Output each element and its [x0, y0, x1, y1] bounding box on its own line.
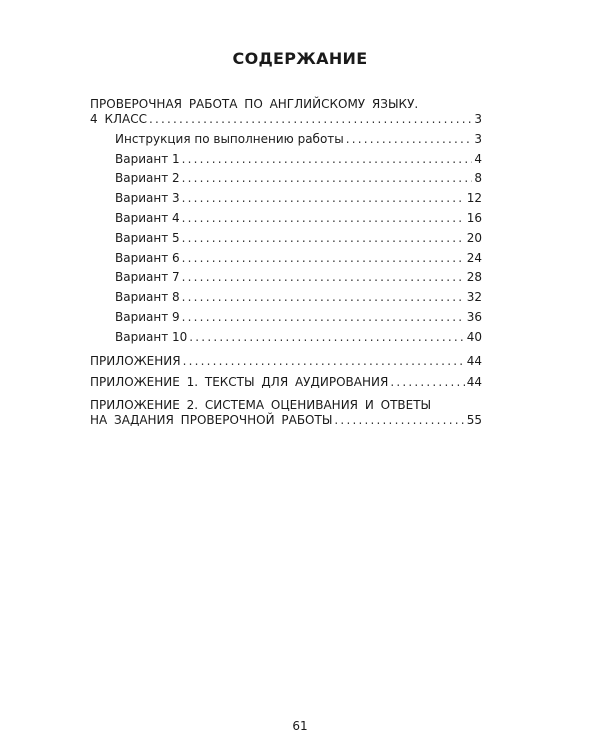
toc-entry-label: Вариант 9: [115, 309, 180, 324]
toc-entry-label: Вариант 3: [115, 191, 180, 206]
dot-leader: [182, 251, 465, 265]
dot-leader: [182, 171, 473, 185]
dot-leader: [390, 375, 464, 389]
toc-entry-label: НА ЗАДАНИЯ ПРОВЕРОЧНОЙ РАБОТЫ: [90, 413, 333, 428]
toc-entry-page: 44: [466, 353, 482, 368]
toc-entry-page: 44: [466, 375, 482, 390]
toc-entry-label: Инструкция по выполнению работы: [115, 131, 344, 146]
toc-entry[interactable]: [90, 132, 482, 152]
dot-leader: [183, 354, 465, 368]
toc-entry[interactable]: [90, 251, 482, 271]
toc-entry-main[interactable]: [90, 112, 482, 132]
toc-entry-page: 3: [474, 131, 482, 146]
toc-entry-label: Вариант 4: [115, 210, 180, 225]
toc-entry-label: ПРИЛОЖЕНИЯ: [90, 353, 181, 368]
toc-appendix-2-line1: ПРИЛОЖЕНИЕ 2. СИСТЕМА ОЦЕНИВАНИЯ И ОТВЕТЫ: [90, 398, 432, 413]
dot-leader: [182, 290, 465, 304]
toc-entry-label: Вариант 1: [115, 151, 180, 166]
dot-leader: [182, 231, 465, 245]
toc-entry-page: 16: [466, 210, 482, 225]
toc-entry[interactable]: [90, 171, 482, 191]
toc-entry-page: 3: [474, 112, 482, 126]
page-title: СОДЕРЖАНИЕ: [232, 49, 368, 68]
toc-entry[interactable]: [90, 211, 482, 231]
toc-entry[interactable]: [90, 310, 482, 330]
toc-entry-page: 24: [466, 250, 482, 265]
toc-entry[interactable]: [90, 231, 482, 251]
toc-entry-page: 32: [466, 290, 482, 305]
toc-entry-label: 4 КЛАСС: [90, 112, 147, 126]
toc-entry-label: ПРИЛОЖЕНИЕ 1. ТЕКСТЫ ДЛЯ АУДИРОВАНИЯ: [90, 375, 389, 390]
dot-leader: [182, 152, 473, 166]
toc-heading-line1: ПРОВЕРОЧНАЯ РАБОТА ПО АНГЛИЙСКОМУ ЯЗЫКУ.: [90, 97, 419, 111]
toc-entry-label: Вариант 2: [115, 171, 180, 186]
toc-entry-label: Вариант 8: [115, 290, 180, 305]
dot-leader: [189, 330, 464, 344]
toc-entry-page: 20: [466, 230, 482, 245]
toc-entry-label: Вариант 6: [115, 250, 180, 265]
toc-entry-page: 40: [466, 329, 482, 344]
toc-entry-page: 36: [466, 309, 482, 324]
page-number: 61: [292, 719, 308, 733]
toc-entry-label: Вариант 10: [115, 329, 188, 344]
table-of-contents: [90, 96, 482, 433]
toc-entry-page: 28: [466, 270, 482, 285]
toc-entry-page: 12: [466, 191, 482, 206]
dot-leader: [182, 270, 465, 284]
toc-entry-label: Вариант 5: [115, 230, 180, 245]
toc-entry-page: 4: [474, 151, 482, 166]
toc-entry[interactable]: [90, 290, 482, 310]
toc-entry[interactable]: [90, 270, 482, 290]
toc-entry-appendix-2[interactable]: [90, 413, 482, 433]
toc-entry-label: Вариант 7: [115, 270, 180, 285]
toc-entry[interactable]: [90, 330, 482, 350]
dot-leader: [182, 211, 465, 225]
dot-leader: [182, 191, 465, 205]
toc-entry-page: 55: [466, 413, 482, 428]
toc-entry[interactable]: [90, 152, 482, 172]
dot-leader: [149, 112, 472, 126]
toc-entry-appendices[interactable]: [90, 354, 482, 374]
dot-leader: [346, 132, 473, 146]
toc-entry-appendix-1[interactable]: [90, 375, 482, 395]
toc-entry-page: 8: [474, 171, 482, 186]
dot-leader: [334, 413, 464, 427]
toc-entry[interactable]: [90, 191, 482, 211]
dot-leader: [182, 310, 465, 324]
